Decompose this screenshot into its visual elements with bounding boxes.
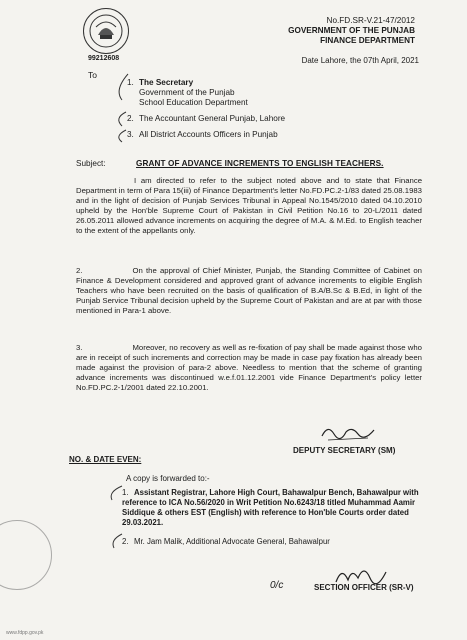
paragraph-number: 2. (76, 266, 83, 275)
forward-item-1 (122, 488, 422, 528)
serial-number: 99212608 (88, 55, 120, 62)
addressee-line: The Secretary (139, 78, 194, 87)
paragraph-number: 3. (76, 343, 83, 352)
letter-date: Date Lahore, the 07th April, 2021 (301, 56, 419, 65)
addressee-line: The Accountant General Punjab, Lahore (139, 114, 286, 123)
signature-mark-icon (318, 422, 378, 444)
paragraph-text: Moreover, no recovery as well as re-fixation of pay shall be made against those who are in receipt of such increments and correction may be made in case pay fixation has already been made against the provision of para-2 above. Needless to mention that the scheme of granting advance increments was discontinued w.e.f.01.12.2001 vide Finance Department's policy letter No.FD.PC.2-1/2001 dated 22.10.2001. (76, 343, 422, 393)
addressee-number: 2. (127, 114, 134, 123)
paragraph-2 (76, 266, 422, 316)
forward-text: Assistant Registrar, Lahore High Court, Bahawalpur Bench, Bahawalpur with reference to ICA No.56/2020 in Writ Petition No.6243/18 titled Muhammad Aamir Siddique & others EST (English) with reference to Hon'ble Courts order dated 29.03.2021. (122, 488, 419, 527)
reference-number: No.FD.SR-V.21-47/2012 (326, 16, 415, 25)
watermark-text: www.fdpp.gov.pk (6, 630, 44, 636)
deputy-secretary-designation: DEPUTY SECRETARY (SM) (293, 446, 396, 455)
to-label: To (88, 70, 97, 80)
addressee-number: 3. (127, 130, 134, 139)
letter-header (288, 16, 415, 46)
copy-forwarded-label: A copy is forwarded to:- (126, 474, 210, 483)
forward-text: Mr. Jam Malik, Additional Advocate General, Bahawalpur (134, 537, 330, 546)
paragraph-3 (76, 343, 422, 393)
paragraph-text: On the approval of Chief Minister, Punjab, the Standing Committee of Cabinet on Finance & Development considered and approved grant of advance increments to eligible English Teachers who have been recruited on the basis of qualification of B.A/B.Sc & B.Ed, in light of the Punjab Service Tribunal decision upheld by the Supreme Court of Pakistan and are at par with those mentioned in Para-1 above. (76, 266, 422, 316)
paragraph-text: I am directed to refer to the subject noted above and to state that Finance Department in term of Para 15(iii) of Finance Department's letter No.FD.PC.2-1/83 dated 25.08.1983 and in the light of decision of Punjab Services Tribunal in Appeal No.1545/2010 dated 04.10.2010 upheld by the Hon'ble Supreme Court of Pakistan in Civil Petition No.16 to 20-L/2011 dated 26.05.2011 allowed advance increments on acquiring the degree of M.A. & M.Ed. to English teacher to the extent of the appellants only. (76, 176, 422, 236)
subject-label: Subject: (76, 159, 106, 168)
punjab-government-emblem-icon (83, 8, 129, 54)
addressee-1 (127, 78, 248, 108)
forward-number: 1. (122, 488, 129, 497)
subject-text: GRANT OF ADVANCE INCREMENTS TO ENGLISH TEACHERS. (136, 159, 384, 168)
addressee-number: 1. (127, 78, 134, 87)
official-stamp-icon (0, 520, 52, 590)
pen-mark-icon (108, 70, 132, 150)
pen-mark-icon (100, 482, 126, 552)
number-date-even: NO. & DATE EVEN: (69, 455, 142, 464)
handwritten-note: 0/c (270, 580, 284, 591)
addressee-line: School Education Department (139, 98, 248, 107)
addressee-line: Government of the Punjab (139, 88, 235, 97)
addressee-line: All District Accounts Officers in Punjab (139, 130, 278, 139)
section-officer-designation: SECTION OFFICER (SR-V) (314, 583, 414, 592)
addressee-2 (127, 114, 285, 124)
forward-number: 2. (122, 537, 129, 546)
department-name: FINANCE DEPARTMENT (320, 36, 415, 45)
paragraph-1 (76, 176, 422, 237)
addressee-3 (127, 130, 278, 140)
government-name: GOVERNMENT OF THE PUNJAB (288, 26, 415, 35)
forward-item-2 (122, 537, 422, 547)
